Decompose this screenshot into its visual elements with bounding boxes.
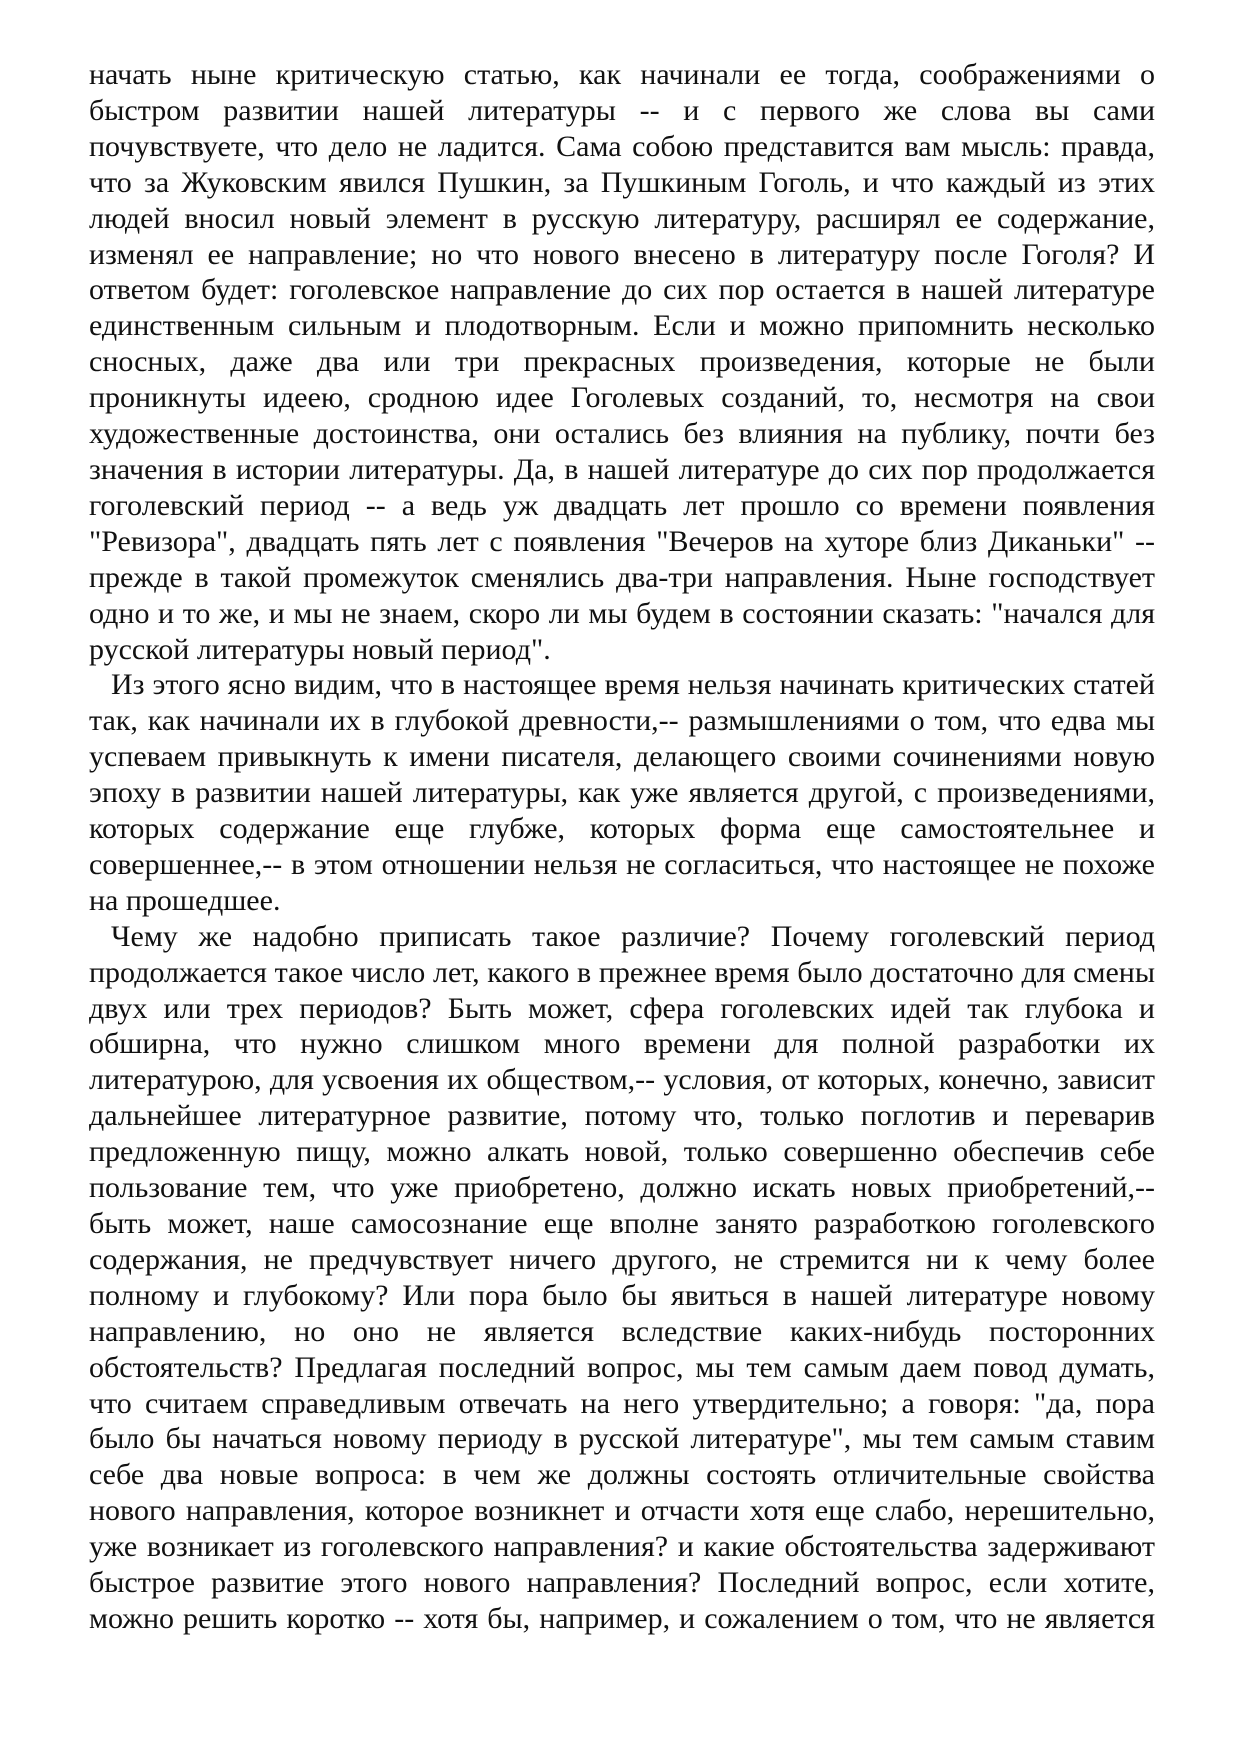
paragraph-3: Чему же надобно приписать такое различие? Почему гоголевский период продолжается такое число лет, какого в прежнее время было достаточно для смены двух или трех периодов? Быть может, сфера гоголевских идей так глубока и обширна, что нужно слишком много времени для полной разработки их литературою, для усвоения их обществом,-- условия, от которых, конечно, зависит дальнейшее литературное развитие, потому что, только поглотив и переварив предложенную пищу, можно алкать новой, только совершенно обеспечив себе пользование тем, что уже приобретено, должно искать новых приобретений,-- быть может, наше самосознание еще вполне занято разработкою гоголевского содержания, не предчувствует ничего другого, не стремится ни к чему более полному и глубокому? Или пора было бы явиться в нашей литературе новому направлению, но оно не является вследствие каких-нибудь посторонних обстоятельств? Предлагая последний вопрос, мы тем самым даем повод думать, что считаем справедливым отвечать на него утвердительно; а говоря: "да, пора было бы начаться новому периоду в русской литературе", мы тем самым ставим себе два новые вопроса: в чем же должны состоять отличительные свойства нового направления, которое возникнет и отчасти хотя еще слабо, нерешительно, уже возникает из гоголевского направления? и какие обстоятельства задерживают быстрое развитие этого нового направления? Последний вопрос, если хотите, можно решить коротко -- хотя бы, например, и сожалением о том, что не является — [89, 919, 1155, 1635]
paragraph-1: начать ныне критическую статью, как начинали ее тогда, соображениями о быстром развитии нашей литературы -- и с первого же слова вы сами почувствуете, что дело не ладится. Сама собою представится вам мысль: правда, что за Жуковским явился Пушкин, за Пушкиным Гоголь, и что каждый из этих людей вносил новый элемент в русскую литературу, расширял ее содержание, изменял ее направление; но что нового внесено в литературу после Гоголя? И ответом будет: гоголевское направление до сих пор остается в нашей литературе единственным сильным и плодотворным. Если и можно припомнить несколько сносных, даже два или три прекрасных произведения, которые не были проникнуты идеею, сродною идее Гоголевых созданий, то, несмотря на свои художественные достоинства, они остались без влияния на публику, почти без значения в истории литературы. Да, в нашей литературе до сих пор продолжается гоголевский период -- а ведь уж двадцать лет прошло со времени появления "Ревизора", двадцать пять лет с появления "Вечеров на хуторе близ Диканьки" -- прежде в такой промежуток сменялись два-три направления. Ныне господствует одно и то же, и мы не знаем, скоро ли мы будем в состоянии сказать: "начался для русской литературы новый период". — [89, 58, 1155, 666]
paragraph-2: Из этого ясно видим, что в настоящее время нельзя начинать критических статей так, как начинали их в глубокой древности,-- размышлениями о том, что едва мы успеваем привыкнуть к имени писателя, делающего своими сочинениями новую эпоху в развитии нашей литературы, как уже является другой, с произведениями, которых содержание еще глубже, которых форма еще самостоятельнее и совершеннее,-- в этом отношении нельзя не согласиться, что настоящее не похоже на прошедшее. — [89, 668, 1155, 917]
document-page — [89, 57, 1155, 1637]
